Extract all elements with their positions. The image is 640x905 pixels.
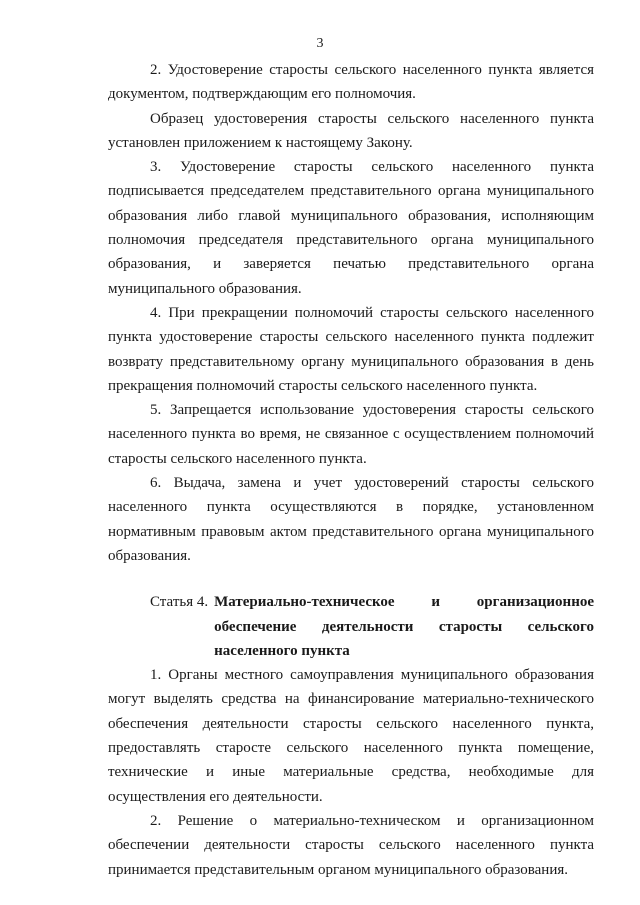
paragraph-sample: Образец удостоверения старосты сельского населенного пункта установлен приложением к настоящему Закону. xyxy=(108,110,594,151)
paragraph-4: 4. При прекращении полномочий старосты сельского населенного пункта удостоверение старосты сельского населенного пункта подлежит возврату представительному органу муниципального образования в день прекращения полномочий старосты сельского населенного пункта. xyxy=(108,304,594,394)
article-paragraph-2: 2. Решение о материально-техническом и организационном обеспечении деятельности старосты сельского населенного пункта принимается представительным органом муниципального образования. xyxy=(108,812,594,878)
paragraph-3: 3. Удостоверение старосты сельского населенного пункта подписывается председателем представительного органа муниципального образования либо главой муниципального образования, исполняющим полномочия председателя представительного органа муниципального образования, и заверяется печатью представительного органа муниципального образования. xyxy=(108,159,594,297)
article-paragraph-1: 1. Органы местного самоуправления муниципального образования могут выделять средства на финансирование материально-технического обеспечения деятельности старосты сельского населенного пункта, предоставлять старосте сельского населенного пункта помещение, технические и иные материальные средства, необходимые для осуществления его деятельности. xyxy=(108,667,594,805)
article-number: Статья 4. xyxy=(150,594,209,611)
page-number: 3 xyxy=(316,36,324,51)
paragraph-2: 2. Удостоверение старосты сельского населенного пункта является документом, подтверждающим его полномочия. xyxy=(108,62,594,103)
article-title: Материально-техническое и организационное обеспечение деятельности старосты сельского населенного пункта xyxy=(214,594,594,659)
article-heading xyxy=(108,590,594,663)
document-body xyxy=(108,58,594,882)
section-spacer xyxy=(108,568,594,590)
paragraph-6: 6. Выдача, замена и учет удостоверений старосты сельского населенного пункта осуществляются в порядке, установленном нормативным правовым актом представительного органа муниципального образования. xyxy=(108,475,594,564)
paragraph-5: 5. Запрещается использование удостоверения старосты сельского населенного пункта во время, не связанное с осуществлением полномочий старосты сельского населенного пункта. xyxy=(108,402,594,467)
